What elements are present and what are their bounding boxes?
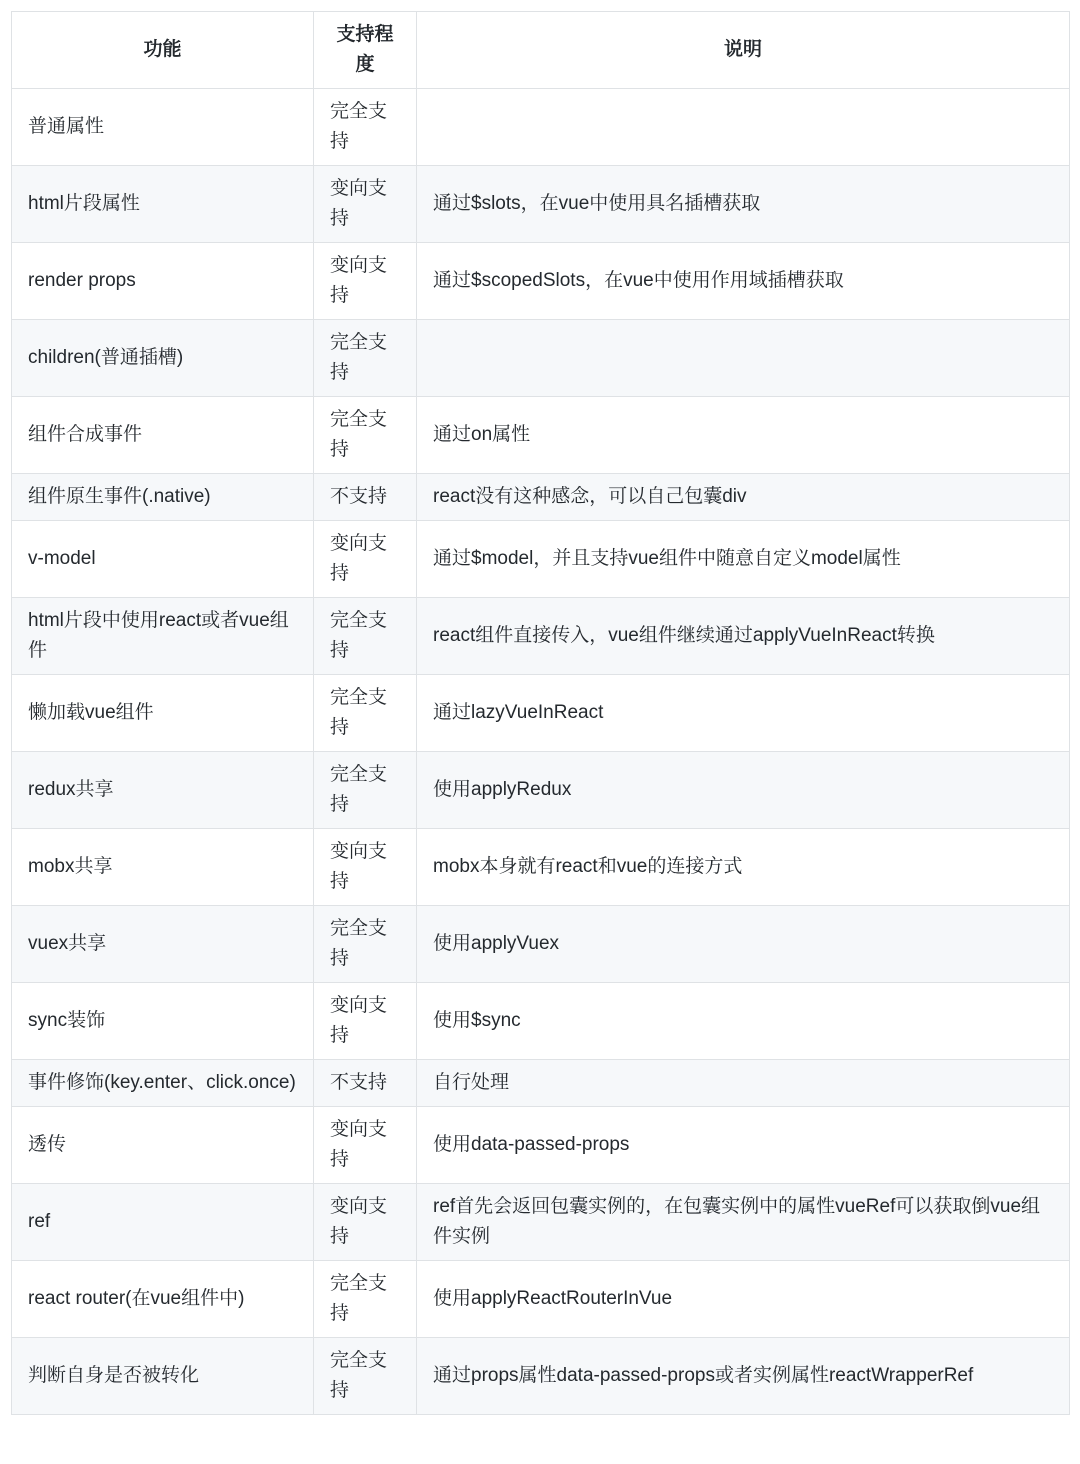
support-level-cell: 完全支持 [314, 320, 417, 397]
table-row [12, 675, 1070, 752]
feature-cell: 组件原生事件(.native) [12, 474, 314, 521]
support-level-cell: 变向支持 [314, 521, 417, 598]
feature-cell: mobx共享 [12, 829, 314, 906]
table-row [12, 1261, 1070, 1338]
feature-cell: 判断自身是否被转化 [12, 1338, 314, 1415]
table-row [12, 829, 1070, 906]
support-level-cell: 不支持 [314, 1060, 417, 1107]
table-row [12, 521, 1070, 598]
support-level-cell: 完全支持 [314, 89, 417, 166]
table-row [12, 906, 1070, 983]
description-cell: 通过$scopedSlots，在vue中使用作用域插槽获取 [417, 243, 1070, 320]
description-cell: 自行处理 [417, 1060, 1070, 1107]
table-row [12, 1107, 1070, 1184]
feature-cell: 懒加载vue组件 [12, 675, 314, 752]
table-row [12, 1060, 1070, 1107]
support-level-cell: 完全支持 [314, 1261, 417, 1338]
table-header-row [12, 12, 1070, 89]
header-feature: 功能 [12, 12, 314, 89]
header-support-level: 支持程度 [314, 12, 417, 89]
table-row [12, 1184, 1070, 1261]
table-row [12, 752, 1070, 829]
support-level-cell: 变向支持 [314, 243, 417, 320]
description-cell: 使用applyVuex [417, 906, 1070, 983]
feature-cell: 透传 [12, 1107, 314, 1184]
description-cell: 通过$model，并且支持vue组件中随意自定义model属性 [417, 521, 1070, 598]
table-row [12, 166, 1070, 243]
support-level-cell: 变向支持 [314, 1184, 417, 1261]
feature-cell: redux共享 [12, 752, 314, 829]
support-level-cell: 完全支持 [314, 675, 417, 752]
feature-cell: html片段中使用react或者vue组件 [12, 598, 314, 675]
support-level-cell: 完全支持 [314, 752, 417, 829]
support-level-cell: 不支持 [314, 474, 417, 521]
support-level-cell: 变向支持 [314, 829, 417, 906]
header-description: 说明 [417, 12, 1070, 89]
support-level-cell: 变向支持 [314, 166, 417, 243]
description-cell: mobx本身就有react和vue的连接方式 [417, 829, 1070, 906]
description-cell: react组件直接传入，vue组件继续通过applyVueInReact转换 [417, 598, 1070, 675]
feature-cell: vuex共享 [12, 906, 314, 983]
support-level-cell: 完全支持 [314, 906, 417, 983]
feature-cell: 组件合成事件 [12, 397, 314, 474]
feature-cell: children(普通插槽) [12, 320, 314, 397]
description-cell: 通过props属性data-passed-props或者实例属性reactWrapperRef [417, 1338, 1070, 1415]
support-level-cell: 变向支持 [314, 983, 417, 1060]
description-cell: 使用applyRedux [417, 752, 1070, 829]
description-cell: 使用data-passed-props [417, 1107, 1070, 1184]
description-cell: 通过lazyVueInReact [417, 675, 1070, 752]
description-cell: 使用$sync [417, 983, 1070, 1060]
feature-cell: html片段属性 [12, 166, 314, 243]
feature-cell: 普通属性 [12, 89, 314, 166]
support-level-cell: 完全支持 [314, 397, 417, 474]
feature-cell: v-model [12, 521, 314, 598]
feature-cell: ref [12, 1184, 314, 1261]
table-row [12, 598, 1070, 675]
description-cell: ref首先会返回包囊实例的，在包囊实例中的属性vueRef可以获取倒vue组件实例 [417, 1184, 1070, 1261]
feature-cell: react router(在vue组件中) [12, 1261, 314, 1338]
feature-cell: render props [12, 243, 314, 320]
description-cell [417, 89, 1070, 166]
description-cell: react没有这种感念，可以自己包囊div [417, 474, 1070, 521]
feature-cell: 事件修饰(key.enter、click.once) [12, 1060, 314, 1107]
support-level-cell: 完全支持 [314, 598, 417, 675]
support-level-cell: 完全支持 [314, 1338, 417, 1415]
table-row [12, 243, 1070, 320]
description-cell: 通过$slots，在vue中使用具名插槽获取 [417, 166, 1070, 243]
description-cell: 使用applyReactRouterInVue [417, 1261, 1070, 1338]
table-row [12, 397, 1070, 474]
description-cell [417, 320, 1070, 397]
table-row [12, 1338, 1070, 1415]
feature-cell: sync装饰 [12, 983, 314, 1060]
table-row [12, 320, 1070, 397]
table-row [12, 474, 1070, 521]
support-level-cell: 变向支持 [314, 1107, 417, 1184]
description-cell: 通过on属性 [417, 397, 1070, 474]
feature-support-table [11, 11, 1070, 1415]
table-row [12, 89, 1070, 166]
table-row [12, 983, 1070, 1060]
